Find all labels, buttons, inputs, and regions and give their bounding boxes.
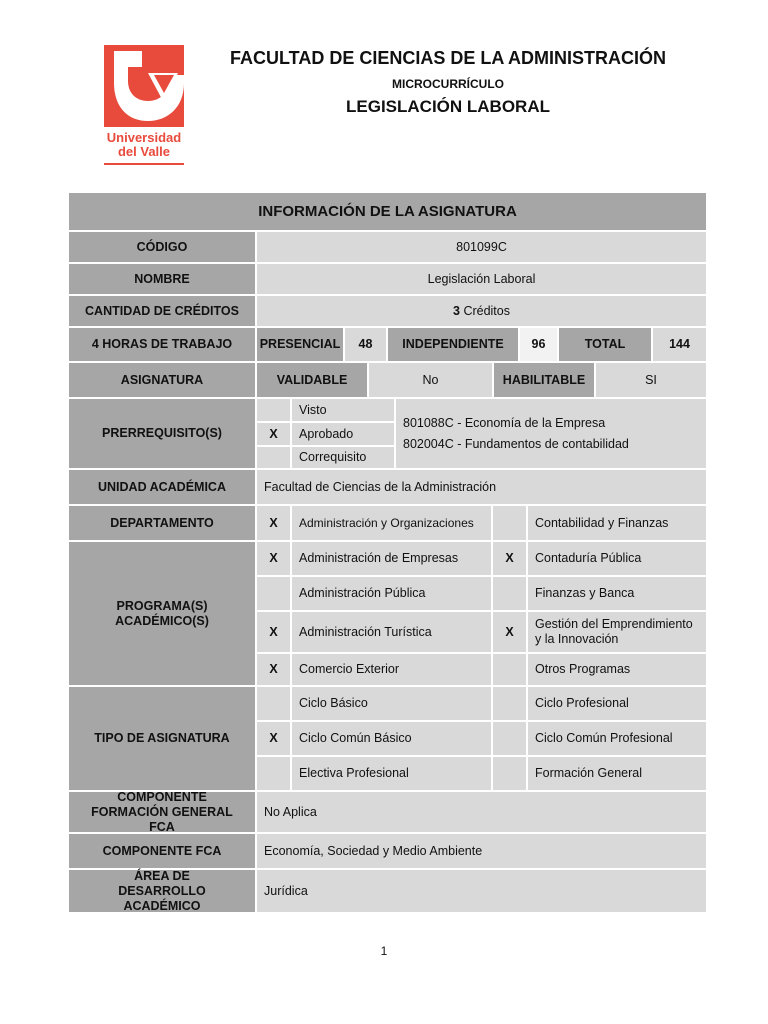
tipo-row2-left-text: Ciclo Común Básico: [292, 722, 491, 755]
programa-row1-left-mark: X: [257, 542, 290, 575]
tipo-row3-right-mark: [493, 757, 526, 790]
departamento-label: DEPARTAMENTO: [69, 506, 255, 540]
tipo-row2-right-text: Ciclo Común Profesional: [528, 722, 706, 755]
logo-line1: Universidad: [106, 130, 182, 145]
nombre-value: Legislación Laboral: [257, 264, 706, 294]
programa-row3-right-text: Gestión del Emprendimiento y la Innovación: [528, 612, 706, 652]
codigo-value: 801099C: [257, 232, 706, 262]
prerreq-visto-label: Visto: [292, 399, 394, 421]
componente-fca-label: COMPONENTE FCA: [69, 834, 255, 868]
presencial-label: PRESENCIAL: [257, 328, 343, 361]
asignatura-label: ASIGNATURA: [69, 363, 255, 397]
programa-row3-left-text: Administración Turística: [292, 612, 491, 652]
nombre-label: NOMBRE: [69, 264, 255, 294]
componente-general-value: No Aplica: [257, 792, 706, 832]
total-value: 144: [653, 328, 706, 361]
horas-label: 4 HORAS DE TRABAJO: [69, 328, 255, 361]
prerreq-aprobado-label: Aprobado: [292, 423, 394, 445]
total-label: TOTAL: [559, 328, 651, 361]
tipo-row1-left-mark: [257, 687, 290, 720]
area-value: Jurídica: [257, 870, 706, 912]
creditos-label: CANTIDAD DE CRÉDITOS: [69, 296, 255, 326]
programa-row1-left-text: Administración de Empresas: [292, 542, 491, 575]
course-title: LEGISLACIÓN LABORAL: [346, 97, 550, 116]
document-type: MICROCURRÍCULO: [392, 77, 504, 91]
tipo-row2-right-mark: [493, 722, 526, 755]
tipo-label: TIPO DE ASIGNATURA: [69, 687, 255, 790]
componente-fca-value: Economía, Sociedad y Medio Ambiente: [257, 834, 706, 868]
prerrequisitos-label: PRERREQUISITO(S): [69, 399, 255, 468]
programa-row1-right-mark: X: [493, 542, 526, 575]
unidad-value: Facultad de Ciencias de la Administración: [257, 470, 706, 504]
tipo-row2-left-mark: X: [257, 722, 290, 755]
prerreq-correquisito-label: Correquisito: [292, 447, 394, 468]
tipo-row1-left-text: Ciclo Básico: [292, 687, 491, 720]
codigo-label: CÓDIGO: [69, 232, 255, 262]
tipo-row1-right-text: Ciclo Profesional: [528, 687, 706, 720]
logo-emblem: [104, 45, 184, 127]
prerreq-aprobado-mark: X: [257, 423, 290, 445]
programa-row3-right-mark: X: [493, 612, 526, 652]
validable-value: No: [369, 363, 492, 397]
programa-row3-left-mark: X: [257, 612, 290, 652]
programa-row2-right-text: Finanzas y Banca: [528, 577, 706, 610]
programa-row1-right-text: Contaduría Pública: [528, 542, 706, 575]
page-number: 1: [380, 944, 388, 958]
tipo-row3-right-text: Formación General: [528, 757, 706, 790]
table-title: INFORMACIÓN DE LA ASIGNATURA: [69, 193, 706, 230]
creditos-number: 3: [453, 303, 460, 318]
validable-label: VALIDABLE: [257, 363, 367, 397]
habilitable-value: SI: [596, 363, 706, 397]
depto-left-text: Administración y Organizaciones: [292, 506, 491, 540]
logo-line2: del Valle: [117, 144, 171, 159]
componente-general-label: COMPONENTE FORMACIÓN GENERAL FCA: [69, 792, 255, 832]
depto-left-mark: X: [257, 506, 290, 540]
programa-row2-right-mark: [493, 577, 526, 610]
prerreq-courses: [396, 399, 706, 468]
habilitable-label: HABILITABLE: [494, 363, 594, 397]
faculty-title: FACULTAD DE CIENCIAS DE LA ADMINISTRACIÓN: [230, 48, 666, 68]
unidad-label: UNIDAD ACADÉMICA: [69, 470, 255, 504]
programa-row2-left-mark: [257, 577, 290, 610]
tipo-row1-right-mark: [493, 687, 526, 720]
creditos-unit: Créditos: [463, 303, 510, 318]
logo-emblem-shape: [104, 45, 184, 127]
prerreq-course-1: 801088C - Economía de la Empresa: [403, 415, 606, 430]
tipo-row3-left-text: Electiva Profesional: [292, 757, 491, 790]
tipo-row3-left-mark: [257, 757, 290, 790]
depto-right-text: Contabilidad y Finanzas: [528, 506, 706, 540]
independiente-value: 96: [520, 328, 557, 361]
creditos-value: [257, 296, 706, 326]
programa-row4-left-mark: X: [257, 654, 290, 685]
programas-label: PROGRAMA(S) ACADÉMICO(S): [69, 542, 255, 685]
programa-row2-left-text: Administración Pública: [292, 577, 491, 610]
area-label: ÁREA DE DESARROLLO ACADÉMICO: [69, 870, 255, 912]
prerreq-course-2: 802004C - Fundamentos de contabilidad: [403, 436, 629, 451]
prerreq-correquisito-mark: [257, 447, 290, 468]
programa-row4-right-text: Otros Programas: [528, 654, 706, 685]
programa-row4-left-text: Comercio Exterior: [292, 654, 491, 685]
depto-right-mark: [493, 506, 526, 540]
logo-underline: [104, 163, 184, 165]
independiente-label: INDEPENDIENTE: [388, 328, 518, 361]
logo-text: [104, 131, 184, 159]
presencial-value: 48: [345, 328, 386, 361]
prerreq-visto-mark: [257, 399, 290, 421]
programa-row4-right-mark: [493, 654, 526, 685]
university-logo: [104, 45, 184, 166]
